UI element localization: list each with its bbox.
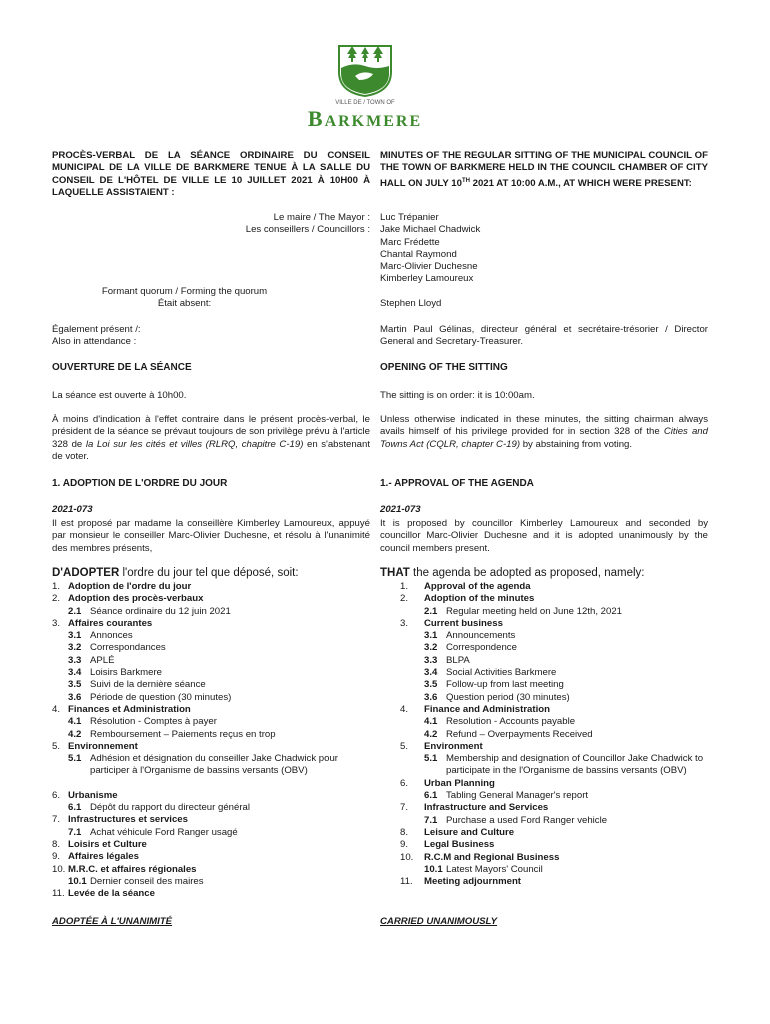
item-text: Regular meeting held on June 12th, 2021 (446, 605, 623, 617)
item-number: 5. (400, 740, 409, 752)
para-en-b: by abstaining from voting. (520, 438, 633, 450)
carried-fr: ADOPTÉE À L'UNANIMITÉ (52, 916, 173, 927)
item-number: 8. (400, 826, 409, 838)
item-text: Latest Mayors' Council (446, 863, 543, 875)
intro-en (380, 150, 708, 190)
item-text: Finance and Administration (424, 703, 550, 715)
item-number: 4.1 (424, 716, 438, 728)
agenda-subitem (380, 815, 708, 827)
also-label-fr: Également présent /: (52, 324, 141, 335)
item-text: Levée de la séance (68, 888, 155, 900)
agenda-item (380, 618, 708, 630)
agenda-subitem (52, 802, 370, 814)
law-reference-fr: la Loi sur les cités et villes (RLRQ, chapitre C-19) (85, 438, 304, 450)
agenda-subitem (52, 716, 370, 728)
item-number: 3.5 (68, 679, 82, 691)
item-text: Remboursement – Paiements reçus en trop (90, 728, 276, 740)
agenda-list-en (380, 581, 708, 888)
item-number: 3.1 (68, 630, 82, 642)
agenda-item (52, 704, 370, 716)
intro-en-sup: TH (461, 177, 470, 184)
also-present: Martin Paul Gélinas, directeur général et secrétaire-trésorier / Director General and Secretary-Treasurer. (380, 324, 708, 348)
agenda-subitem (380, 667, 708, 679)
agenda-subitem (380, 864, 708, 876)
agenda-subitem (52, 729, 370, 741)
motion-en: It is proposed by councillor Kimberley Lamoureux and seconded by councillor Marc-Olivier Duchesne and it is adopted unanimously by the council members present. (380, 518, 708, 554)
item-text: Leisure and Culture (424, 826, 515, 838)
item-text: Environment (424, 740, 483, 752)
quorum-label: Formant quorum / Forming the quorum (101, 286, 268, 297)
opening-para-fr (52, 414, 370, 463)
adopt-keyword-fr: D'ADOPTER (52, 567, 120, 579)
agenda-title-en: 1.- APPROVAL OF THE AGENDA (380, 478, 534, 489)
agenda-list-fr (52, 581, 370, 900)
also-label-en: Also in attendance : (52, 336, 137, 348)
item-text: Adoption des procès-verbaux (68, 593, 204, 605)
agenda-item (52, 741, 370, 753)
item-text: Adoption of the minutes (424, 593, 535, 605)
item-text: Meeting adjournment (424, 876, 522, 888)
item-text: Correspondence (446, 642, 517, 654)
item-text: APLÉ (90, 654, 115, 666)
item-text: Membership and designation of Councillor Jake Chadwick to participate in the l'Organisme de bassins versants (OBV) (446, 753, 704, 777)
agenda-title-fr: 1. ADOPTION DE L'ORDRE DU JOUR (52, 478, 228, 489)
opening-para-en (380, 414, 708, 451)
agenda-subitem (52, 692, 370, 704)
brand-initial: B (307, 106, 325, 131)
item-number: 10. (400, 851, 414, 863)
item-number: 3.3 (424, 654, 438, 666)
agenda-subitem (380, 729, 708, 741)
agenda-subitem (52, 667, 370, 679)
item-number: 5.1 (424, 753, 438, 765)
agenda-item (380, 827, 708, 839)
item-number: 11. (400, 876, 413, 888)
agenda-item (52, 814, 370, 826)
para-fr-b: en s'abstenant de voter. (52, 438, 370, 462)
item-number: 3. (52, 617, 61, 629)
mayor-name: Luc Trépanier (380, 212, 439, 223)
motion-fr: Il est proposé par madame la conseillère Kimberley Lamoureux, appuyé par monsieur le conseiller Marc-Olivier Duchesne, et résolu à l'unanimité des membres présents, (52, 518, 370, 554)
councillor-name: Chantal Raymond (380, 248, 457, 260)
agenda-subitem (380, 679, 708, 691)
item-text: Current business (424, 617, 503, 629)
item-text: Achat véhicule Ford Ranger usagé (90, 826, 238, 838)
agenda-subitem (380, 692, 708, 704)
councillor-name: Marc-Olivier Duchesne (380, 261, 478, 273)
item-number: 7.1 (424, 814, 438, 826)
item-number: 10.1 (424, 863, 443, 875)
item-text: Séance ordinaire du 12 juin 2021 (90, 605, 231, 617)
councillor-name: Jake Michael Chadwick (380, 224, 481, 236)
item-text: Tabling General Manager's report (446, 790, 589, 802)
item-number: 2. (400, 593, 409, 605)
item-number: 6.1 (68, 802, 82, 814)
item-number: 1. (400, 581, 409, 592)
opening-text-en: The sitting is on order: it is 10:00am. (380, 390, 535, 401)
adopt-keyword-en: THAT (380, 567, 410, 579)
law-reference-en: Cities and Towns Act (CQLR, chapter C-19) (380, 426, 708, 450)
item-number: 10. (52, 863, 66, 875)
item-text: Période de question (30 minutes) (90, 691, 232, 703)
item-number: 3.2 (424, 642, 438, 654)
agenda-subitem (380, 630, 708, 642)
agenda-subitem (52, 630, 370, 642)
item-text: Adoption de l'ordre du jour (68, 581, 192, 592)
item-number: 1. (52, 581, 61, 592)
item-text: Urbanisme (68, 789, 118, 801)
councillor-name: Kimberley Lamoureux (380, 273, 474, 285)
item-text: R.C.M and Regional Business (424, 851, 560, 863)
item-text: Purchase a used Ford Ranger vehicle (446, 814, 608, 826)
item-number: 4. (52, 703, 61, 715)
item-text: Approval of the agenda (424, 581, 531, 592)
resolution-number-fr: 2021-073 (52, 504, 93, 515)
agenda-item (380, 802, 708, 814)
intro-fr: PROCÈS-VERBAL DE LA SÉANCE ORDINAIRE DU CONSEIL MUNICIPAL DE LA VILLE DE BARKMERE TENUE À LA SALLE DU CONSEIL DE L'HÔTEL DE VILLE LE 10 JUILLET 2021 À 10H00 À LAQUELLE ASSISTAIENT : (52, 150, 370, 198)
resolution-number-en: 2021-073 (380, 504, 421, 515)
item-text: Resolution - Accounts payable (446, 716, 576, 728)
item-number: 3.1 (424, 630, 438, 642)
item-text: Finances et Administration (68, 703, 191, 715)
agenda-item (52, 864, 370, 876)
agenda-subitem (52, 827, 370, 839)
item-number: 2.1 (68, 605, 82, 617)
logo-caption: VILLE DE / TOWN OF (335, 100, 395, 106)
adopt-line-en (380, 567, 708, 579)
agenda-item (52, 839, 370, 851)
adopt-line-fr (52, 567, 370, 579)
item-number: 3.6 (424, 691, 438, 703)
also-labels (52, 324, 370, 349)
item-number: 9. (52, 851, 61, 863)
item-text: Affaires courantes (68, 617, 153, 629)
absent-label: Était absent: (157, 298, 212, 310)
councillor-name: Marc Frédette (380, 236, 440, 248)
item-number: 7. (400, 802, 409, 814)
item-number: 6. (52, 789, 61, 801)
absent-name: Stephen Lloyd (380, 298, 442, 309)
item-number: 5. (52, 740, 61, 752)
item-number: 7. (52, 814, 61, 826)
mayor-label: Le maire / The Mayor : (273, 212, 370, 223)
item-number: 2. (52, 593, 61, 605)
item-number: 7.1 (68, 826, 82, 838)
agenda-subitem (52, 606, 370, 618)
item-number: 10.1 (68, 875, 87, 887)
item-number: 3.6 (68, 691, 82, 703)
item-text: Suivi de la dernière séance (90, 679, 206, 691)
item-text: Question period (30 minutes) (446, 691, 570, 703)
item-text: Adhésion et désignation du conseiller Jake Chadwick pour participer à l'Organisme de bassins versants (OBV) (90, 753, 338, 777)
opening-title-en: OPENING OF THE SITTING (380, 362, 508, 373)
agenda-subitem (52, 753, 370, 778)
item-number: 11. (52, 888, 65, 900)
agenda-item (380, 581, 708, 593)
agenda-item (380, 741, 708, 753)
adopt-text-fr: l'ordre du jour tel que déposé, soit: (119, 567, 299, 579)
item-number: 4. (400, 703, 409, 715)
intro-en-a: MINUTES OF THE REGULAR SITTING OF THE MUNICIPAL COUNCIL OF THE TOWN OF BARKMERE HELD IN THE COUNCIL CHAMBER OF CITY HALL ON JULY 10 (380, 150, 708, 189)
item-text: Loisirs et Culture (68, 838, 147, 850)
opening-text-fr: La séance est ouverte à 10h00. (52, 390, 187, 401)
attendance-labels (52, 212, 370, 237)
item-number: 6. (400, 777, 409, 789)
item-number: 4.2 (68, 728, 82, 740)
item-text: Correspondances (90, 642, 166, 654)
agenda-item (52, 581, 370, 593)
item-text: Legal Business (424, 839, 495, 851)
agenda-item (380, 704, 708, 716)
item-text: Follow-up from last meeting (446, 679, 564, 691)
item-text: Dernier conseil des maires (90, 875, 204, 887)
agenda-item (52, 888, 370, 900)
item-text: Infrastructures et services (68, 814, 188, 826)
agenda-subitem (380, 716, 708, 728)
agenda-subitem (52, 876, 370, 888)
para-fr-a: À moins d'indication à l'effet contraire dans le présent procès-verbal, le président de la séance se prévaut toujours de son privilège prévu à l'article 328 de (52, 414, 370, 450)
item-text: Dépôt du rapport du directeur général (90, 802, 250, 814)
agenda-item (380, 876, 708, 888)
item-number: 4.2 (424, 728, 438, 740)
agenda-item (380, 852, 708, 864)
item-text: Environnement (68, 740, 138, 752)
agenda-subitem (52, 655, 370, 667)
item-number: 2.1 (424, 605, 438, 617)
item-number: 3.4 (68, 667, 82, 679)
agenda-item (380, 839, 708, 851)
agenda-subitem (380, 642, 708, 654)
agenda-subitem (52, 679, 370, 691)
item-number: 3.3 (68, 654, 82, 666)
item-number: 3.5 (424, 679, 438, 691)
item-number: 3.2 (68, 642, 82, 654)
item-number: 4.1 (68, 716, 82, 728)
agenda-item (380, 593, 708, 605)
item-text: Urban Planning (424, 777, 495, 789)
agenda-item (52, 593, 370, 605)
agenda-subitem (52, 642, 370, 654)
item-number: 3.4 (424, 667, 438, 679)
item-text: Social Activities Barkmere (446, 667, 557, 679)
intro-en-b: 2021 AT 10:00 A.M., AT WHICH WERE PRESENT: (469, 177, 692, 189)
carried-en: CARRIED UNANIMOUSLY (380, 916, 498, 927)
item-number: 5.1 (68, 753, 82, 765)
item-text: Announcements (446, 630, 516, 642)
item-number: 9. (400, 839, 409, 851)
quorum-block (52, 286, 317, 311)
para-en-a: Unless otherwise indicated in these minutes, the sitting chairman always avails himself of his privilege provided for in section 328 of the (380, 414, 708, 438)
item-text: BLPA (446, 654, 470, 666)
agenda-subitem (380, 606, 708, 618)
councillors-label: Les conseillers / Councillors : (245, 224, 370, 236)
item-number: 8. (52, 838, 61, 850)
agenda-subitem (380, 753, 708, 778)
agenda-item (380, 778, 708, 790)
agenda-subitem (380, 655, 708, 667)
attendance-names (380, 212, 708, 286)
item-text: Infrastructure and Services (424, 802, 549, 814)
adopt-text-en: the agenda be adopted as proposed, namely: (409, 567, 645, 579)
item-number: 3. (400, 617, 409, 629)
opening-title-fr: OUVERTURE DE LA SÉANCE (52, 362, 192, 373)
agenda-item (52, 618, 370, 630)
item-text: M.R.C. et affaires régionales (68, 863, 197, 875)
agenda-item (52, 851, 370, 863)
item-text: Loisirs Barkmere (90, 667, 162, 679)
brand-rest: ARKMERE (324, 113, 423, 130)
item-number: 6.1 (424, 790, 438, 802)
item-text: Résolution - Comptes à payer (90, 716, 217, 728)
item-text: Affaires légales (68, 851, 139, 863)
item-text: Refund – Overpayments Received (446, 728, 593, 740)
town-brand (290, 100, 440, 132)
item-text: Annonces (90, 630, 133, 642)
agenda-subitem (380, 790, 708, 802)
agenda-item (52, 790, 370, 802)
